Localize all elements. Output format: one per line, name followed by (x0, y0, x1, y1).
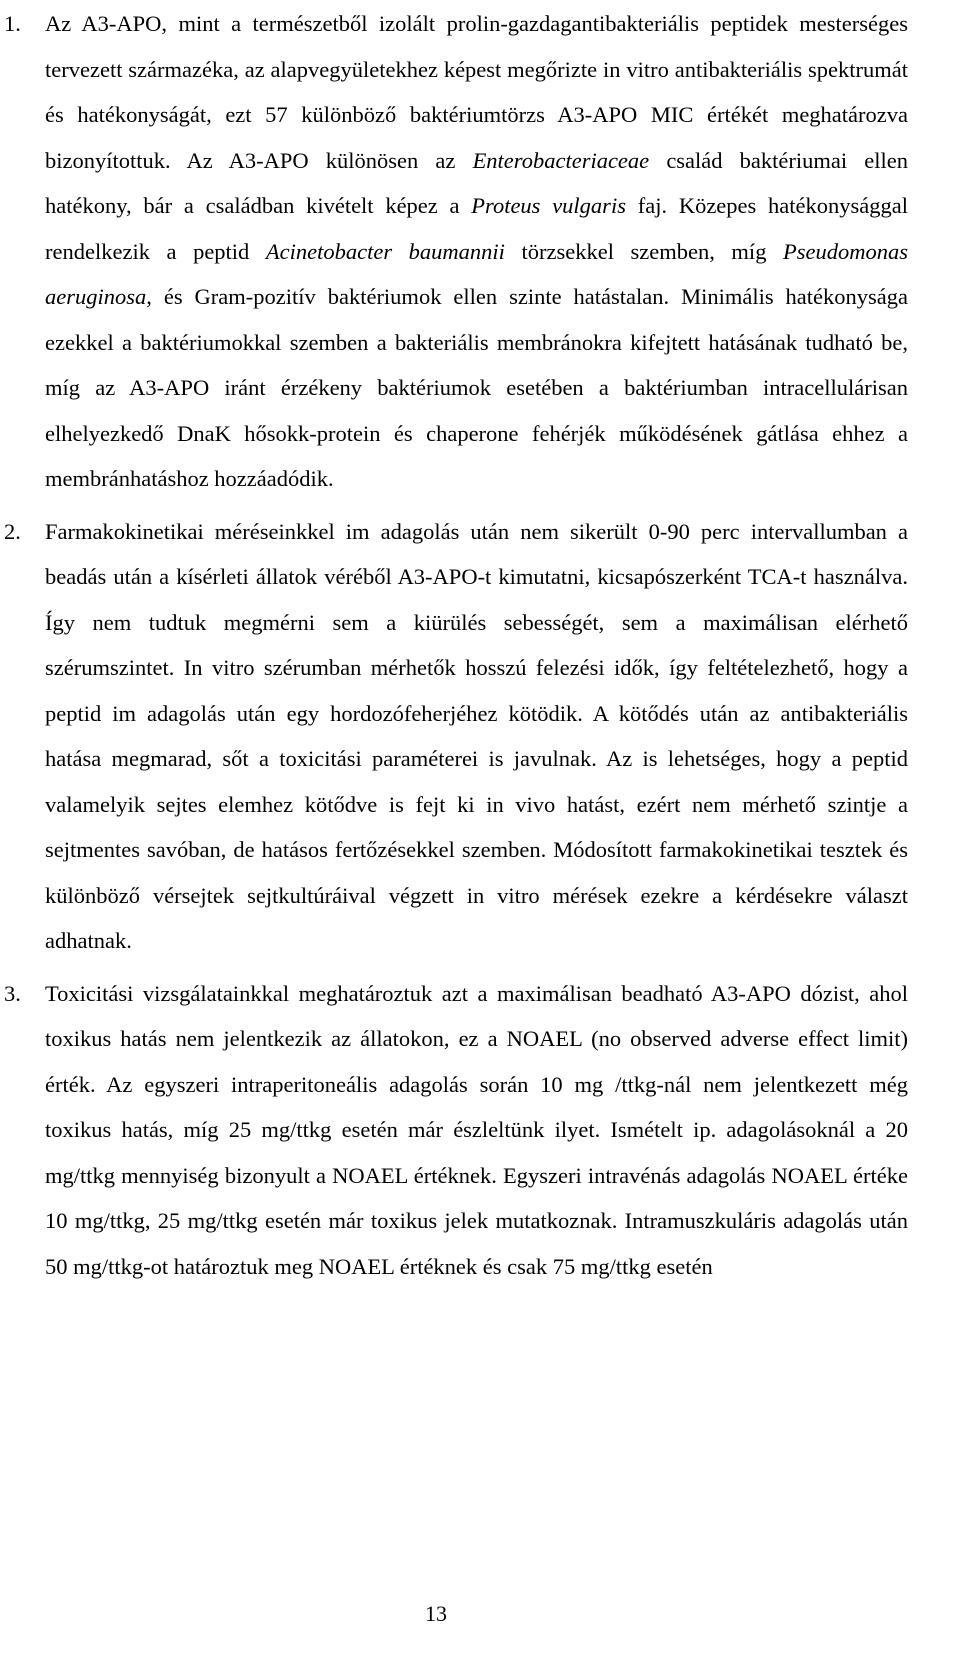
italic-term: Proteus vulgaris (471, 193, 626, 218)
page-number: 13 (425, 1601, 447, 1626)
item-text (45, 971, 908, 1290)
item-text (45, 509, 908, 964)
list-item (0, 1, 908, 502)
list-item (0, 971, 908, 1290)
list-item (0, 509, 908, 964)
item-number: 3. (4, 980, 21, 1006)
italic-term: Pseudomonas aeruginosa (45, 238, 909, 309)
item-number: 2. (4, 518, 21, 544)
italic-term: Acinetobacter baumannii (265, 238, 505, 264)
text-run: faj. Közepes hatékonysággal rendelkezik a peptid (45, 193, 908, 264)
text-run: , és Gram-pozitív baktériumok ellen szinte hatástalan. Minimális hatékonysága ezekkel a baktériumokkal szemben a bakteriális membránokra kifejtett hatásának tudható be, míg az A3-APO iránt érzékeny baktériumok esetében a baktériumban intracellulárisan elhelyezkedő DnaK hősokk-protein és chaperone fehérjék működésének gátlása ehhez a membránhatáshoz hozzáadódik. (45, 284, 908, 491)
item-text (45, 1, 908, 502)
item-number: 1. (4, 11, 21, 36)
text-run: Farmakokinetikai méréseinkkel im adagolás után nem sikerült 0-90 perc intervallumban a beadás után a kísérleti állatok véréből A3-APO-t kimutatni, kicsapószerként TCA-t használva. Így nem tudtuk megmérni sem a kiürülés sebességét, sem a maximálisan elérhető szérumszintet. In vitro szérumban mérhetők hosszú felezési idők, így feltételezhető, hogy a peptid im adagolás után egy hordozófeherjéhez kötödik. A kötődés után az antibakteriális hatása megmarad, sőt a toxicitási paraméterei is javulnak. Az is lehetséges, hogy a peptid valamelyik sejtes elemhez kötődve is fejt ki in vivo hatást, ezért nem mérhető szintje a sejtmentes savóban, de hatásos fertőzésekkel szemben. Módosított farmakokinetikai tesztek és különböző vérsejtek sejtkultúráival végzett in vitro mérések ezekre a kérdésekre választ adhatnak. (45, 518, 908, 953)
text-run: család baktériumai ellen hatékony, bár a családban kivételt képez a (45, 147, 908, 218)
text-run: Az A3-APO, mint a természetből izolált prolin-gazdagantibakteriális peptidek mesterséges tervezett származéka, az alapvegyületekhez képest megőrizte in vitro antibakteriális spektrumát és hatékonyságát, ezt 57 különböző baktériumtörzs A3-APO MIC értékét meghatározva bizonyítottuk. Az A3-APO különösen az (45, 11, 908, 173)
italic-term: Enterobacteriaceae (472, 147, 650, 173)
text-run: törzsekkel szemben, míg (504, 238, 784, 264)
text-run: Toxicitási vizsgálatainkkal meghatároztuk azt a maximálisan beadható A3-APO dózist, ahol toxikus hatás nem jelentkezik az állatokon, ez a NOAEL (no observed adverse effect limit) érték. Az egyszeri intraperitoneális adagolás során 10 mg /ttkg-nál nem jelentkezett még toxikus hatás, míg 25 mg/ttkg esetén már észleltünk ilyet. Ismételt ip. adagolásoknál a 20 mg/ttkg mennyiség bizonyult a NOAEL értéknek. Egyszeri intravénás adagolás NOAEL értéke 10 mg/ttkg, 25 mg/ttkg esetén már toxikus jelek mutatkoznak. Intramuszkuláris adagolás után 50 mg/ttkg-ot határoztuk meg NOAEL értéknek és csak 75 mg/ttkg esetén (45, 980, 908, 1279)
